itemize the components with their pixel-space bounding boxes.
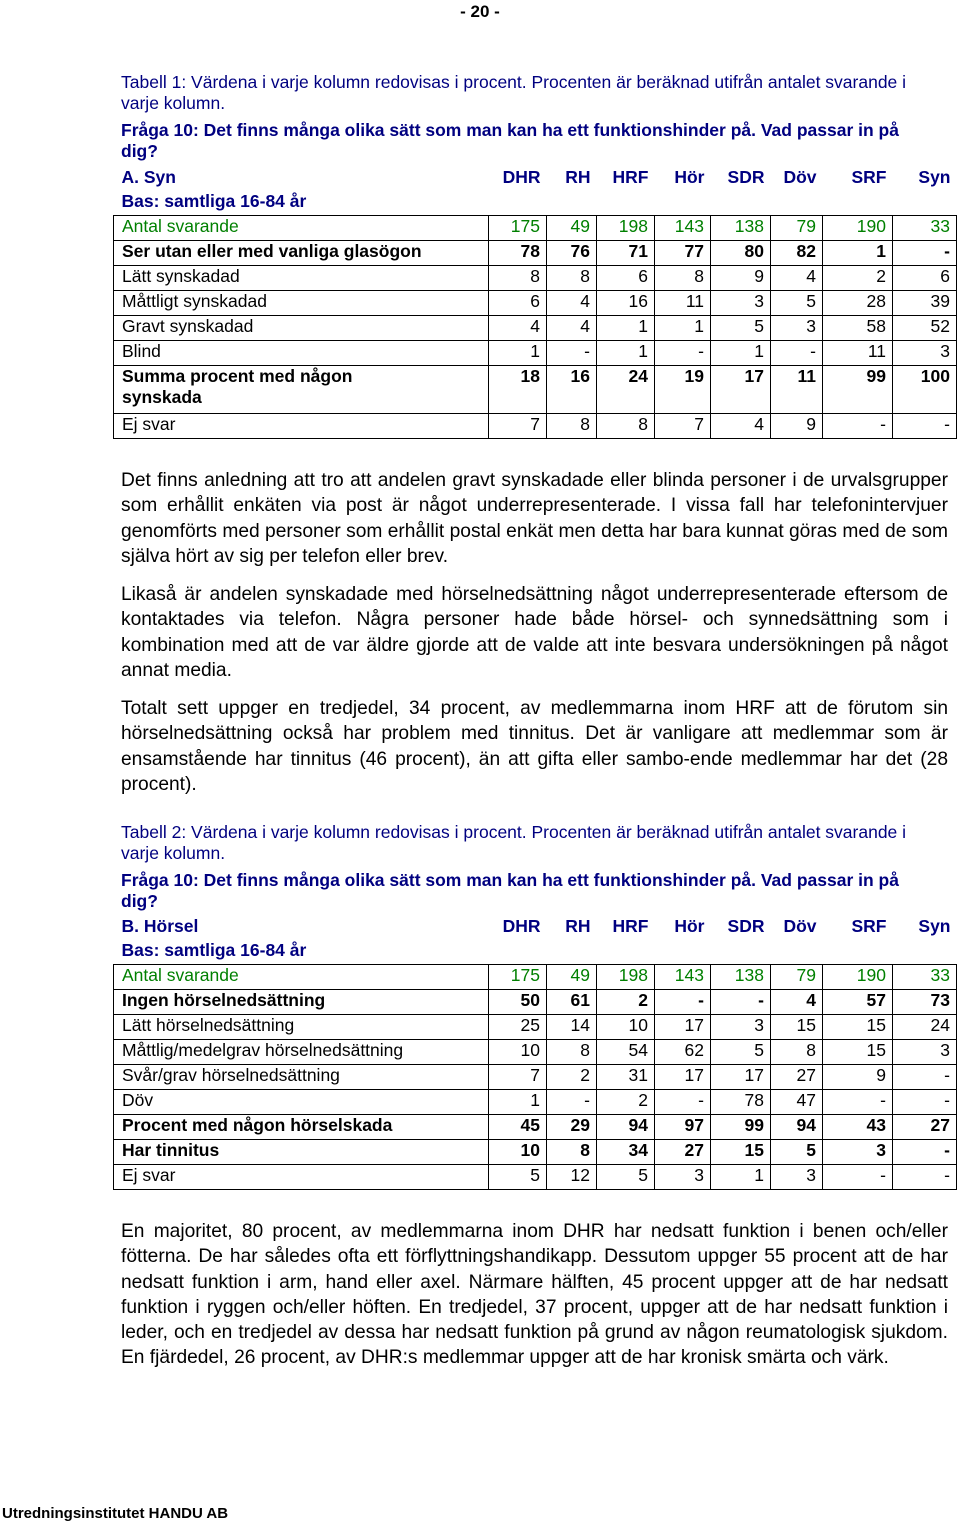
table1-col-hrf: HRF bbox=[612, 167, 649, 187]
cell: - bbox=[893, 1090, 957, 1115]
table1-col-sdr: SDR bbox=[727, 167, 765, 187]
cell: 9 bbox=[711, 266, 771, 291]
table-row bbox=[114, 291, 957, 316]
table-row bbox=[114, 1165, 957, 1190]
cell: 18 bbox=[489, 366, 547, 414]
paragraph: En majoritet, 80 procent, av medlemmarna inom DHR har nedsatt funktion i benen och/eller fötterna. De har således ofta ett förflyttningshandikapp. Dessutom uppger 55 procent att de har nedsatt funktion i arm, hand eller axel. Närmare hälften, 45 procent uppger att de har nedsatt funktion i ryggen och/eller höften. En tredjedel, 37 procent, uppger att de har nedsatt funktion i leder, och en tredjedel av dessa har nedsatt funktion på grund av någon reumatologisk sjukdom. En fjärdedel, 26 procent, av DHR:s medlemmar uppger att de har kronisk smärta och värk. bbox=[121, 1221, 948, 1369]
cell: 47 bbox=[771, 1090, 823, 1115]
cell: 1 bbox=[597, 316, 655, 341]
row-label: Ej svar bbox=[114, 414, 489, 439]
table2-col-dov: Döv bbox=[783, 916, 817, 936]
table2-col-dhr: DHR bbox=[502, 916, 541, 936]
cell: 3 bbox=[771, 316, 823, 341]
cell: 198 bbox=[597, 965, 655, 990]
row-label: Har tinnitus bbox=[114, 1140, 489, 1165]
row-label: Döv bbox=[114, 1090, 489, 1115]
cell: 1 bbox=[655, 316, 711, 341]
cell: 3 bbox=[711, 291, 771, 316]
table2-col-rh: RH bbox=[565, 916, 591, 936]
row-label: Blind bbox=[114, 341, 489, 366]
cell: 11 bbox=[771, 366, 823, 414]
cell: 2 bbox=[597, 990, 655, 1015]
cell: 82 bbox=[771, 241, 823, 266]
cell: 61 bbox=[547, 990, 597, 1015]
cell: 12 bbox=[547, 1165, 597, 1190]
footer-company: Utredningsinstitutet HANDU AB bbox=[2, 1505, 229, 1522]
row-label: Måttligt synskadad bbox=[114, 291, 489, 316]
cell: - bbox=[823, 1090, 893, 1115]
cell: 5 bbox=[489, 1165, 547, 1190]
cell: 7 bbox=[489, 1065, 547, 1090]
cell: - bbox=[655, 1090, 711, 1115]
cell: 4 bbox=[771, 990, 823, 1015]
cell: 4 bbox=[547, 316, 597, 341]
cell: 143 bbox=[655, 965, 711, 990]
cell: 143 bbox=[655, 216, 711, 241]
table-row bbox=[114, 266, 957, 291]
table2-base-label: Bas: samtliga 16-84 år bbox=[121, 940, 307, 960]
cell: - bbox=[771, 341, 823, 366]
table1-header-row bbox=[114, 167, 957, 191]
cell: 28 bbox=[823, 291, 893, 316]
table1-base-row bbox=[114, 191, 957, 216]
cell: 77 bbox=[655, 241, 711, 266]
cell: 14 bbox=[547, 1015, 597, 1040]
cell: 3 bbox=[771, 1165, 823, 1190]
cell: 78 bbox=[489, 241, 547, 266]
cell: 15 bbox=[823, 1040, 893, 1065]
table2-header-label: B. Hörsel bbox=[121, 916, 199, 936]
table-row bbox=[114, 1115, 957, 1140]
cell: 2 bbox=[823, 266, 893, 291]
cell: 3 bbox=[655, 1165, 711, 1190]
cell: 11 bbox=[823, 341, 893, 366]
cell: 45 bbox=[489, 1115, 547, 1140]
table2-caption: Tabell 2: Värdena i varje kolumn redovisas i procent. Procenten är beräknad utifrån antalet svarande i varje kolumn. bbox=[121, 822, 907, 863]
cell: - bbox=[893, 1165, 957, 1190]
cell: 97 bbox=[655, 1115, 711, 1140]
cell: 5 bbox=[771, 291, 823, 316]
table1-header-label: A. Syn bbox=[121, 167, 176, 187]
row-label: Lätt synskadad bbox=[114, 266, 489, 291]
cell: 8 bbox=[547, 266, 597, 291]
cell: 54 bbox=[597, 1040, 655, 1065]
cell: - bbox=[893, 1140, 957, 1165]
cell: 8 bbox=[547, 1040, 597, 1065]
cell: 99 bbox=[711, 1115, 771, 1140]
cell: 11 bbox=[655, 291, 711, 316]
cell: - bbox=[823, 414, 893, 439]
cell: - bbox=[823, 1165, 893, 1190]
table2-col-sdr: SDR bbox=[727, 916, 765, 936]
page-number: - 20 - bbox=[460, 2, 500, 21]
cell: 175 bbox=[489, 965, 547, 990]
cell: 76 bbox=[547, 241, 597, 266]
row-label: Gravt synskadad bbox=[114, 316, 489, 341]
cell: 43 bbox=[823, 1115, 893, 1140]
row-label: Ej svar bbox=[114, 1165, 489, 1190]
cell: 94 bbox=[597, 1115, 655, 1140]
row-label: Ingen hörselnedsättning bbox=[114, 990, 489, 1015]
cell: 10 bbox=[597, 1015, 655, 1040]
cell: 4 bbox=[489, 316, 547, 341]
cell: 8 bbox=[771, 1040, 823, 1065]
cell: 24 bbox=[893, 1015, 957, 1040]
cell: 17 bbox=[655, 1065, 711, 1090]
paragraph: Likaså är andelen synskadade med hörselnedsättning något underrepresenterade eftersom de kontaktades via telefon. Några personer hade både hörsel- och synnedsättning som i kombination med att de var äldre gjorde att de valde att inte besvara undersökningen på något annat media. bbox=[121, 584, 948, 681]
cell: 2 bbox=[597, 1090, 655, 1115]
cell: 6 bbox=[597, 266, 655, 291]
cell: 3 bbox=[823, 1140, 893, 1165]
table1-col-rh: RH bbox=[565, 167, 591, 187]
table2-base-row bbox=[114, 940, 957, 965]
cell: 1 bbox=[711, 1165, 771, 1190]
cell: 15 bbox=[823, 1015, 893, 1040]
cell: 4 bbox=[547, 291, 597, 316]
cell: 58 bbox=[823, 316, 893, 341]
cell: 17 bbox=[711, 366, 771, 414]
cell: 33 bbox=[893, 216, 957, 241]
cell: 5 bbox=[771, 1140, 823, 1165]
cell: 8 bbox=[489, 266, 547, 291]
row-label: Lätt hörselnedsättning bbox=[114, 1015, 489, 1040]
cell: 79 bbox=[771, 216, 823, 241]
table-row bbox=[114, 341, 957, 366]
cell: 49 bbox=[547, 216, 597, 241]
cell: 80 bbox=[711, 241, 771, 266]
cell: 19 bbox=[655, 366, 711, 414]
table2-header-row bbox=[114, 916, 957, 940]
cell: 1 bbox=[489, 341, 547, 366]
cell: 4 bbox=[711, 414, 771, 439]
table2-col-srf: SRF bbox=[851, 916, 887, 936]
cell: 1 bbox=[489, 1090, 547, 1115]
table2-col-hrf: HRF bbox=[612, 916, 649, 936]
paragraph: Totalt sett uppger en tredjedel, 34 procent, av medlemmarna inom HRF att de förutom sin hörselnedsättning också har problem med tinnitus. Det är vanligare att medlemmar som är ensamstående har tinnitus (46 procent), än att gifta eller sambo-ende medlemmar har det (28 procent). bbox=[121, 698, 948, 795]
cell: 49 bbox=[547, 965, 597, 990]
paragraph: Det finns anledning att tro att andelen gravt synskadade eller blinda personer i de urvalsgrupper som erhållit enkäten via post är något underrepresenterade. I vissa fall har telefonintervjuer genomförts med personer som erhållit postal enkät men detta har bara kunnat göras med de som själva hört av sig per telefon eller brev. bbox=[121, 470, 948, 567]
cell: 27 bbox=[771, 1065, 823, 1090]
cell: 10 bbox=[489, 1040, 547, 1065]
row-label: Ser utan eller med vanliga glasögon bbox=[114, 241, 489, 266]
cell: 17 bbox=[711, 1065, 771, 1090]
table1-col-dov: Döv bbox=[783, 167, 817, 187]
cell: 52 bbox=[893, 316, 957, 341]
cell: 17 bbox=[655, 1015, 711, 1040]
cell: 190 bbox=[823, 965, 893, 990]
cell: 79 bbox=[771, 965, 823, 990]
cell: 7 bbox=[489, 414, 547, 439]
table1-col-srf: SRF bbox=[851, 167, 887, 187]
table2 bbox=[113, 916, 957, 1190]
cell: 94 bbox=[771, 1115, 823, 1140]
cell: 198 bbox=[597, 216, 655, 241]
row-label: Antal svarande bbox=[114, 965, 489, 990]
cell: 8 bbox=[547, 414, 597, 439]
table2-col-syn: Syn bbox=[918, 916, 951, 936]
cell: 73 bbox=[893, 990, 957, 1015]
row-label: Procent med någon hörselskada bbox=[114, 1115, 489, 1140]
cell: 15 bbox=[771, 1015, 823, 1040]
cell: 138 bbox=[711, 965, 771, 990]
table-row bbox=[114, 216, 957, 241]
cell: 1 bbox=[711, 341, 771, 366]
cell: 78 bbox=[711, 1090, 771, 1115]
cell: 100 bbox=[893, 366, 957, 414]
cell: 57 bbox=[823, 990, 893, 1015]
row-label: Antal svarande bbox=[114, 216, 489, 241]
table-row bbox=[114, 1065, 957, 1090]
table1 bbox=[113, 167, 957, 439]
table-row bbox=[114, 414, 957, 439]
cell: 31 bbox=[597, 1065, 655, 1090]
table-row bbox=[114, 366, 957, 414]
table2-col-hor: Hör bbox=[674, 916, 705, 936]
cell: 1 bbox=[597, 341, 655, 366]
table-row bbox=[114, 1015, 957, 1040]
row-label: Svår/grav hörselnedsättning bbox=[114, 1065, 489, 1090]
table1-col-syn: Syn bbox=[918, 167, 951, 187]
cell: - bbox=[655, 990, 711, 1015]
cell: - bbox=[547, 341, 597, 366]
table1-col-hor: Hör bbox=[674, 167, 705, 187]
table2-question: Fråga 10: Det finns många olika sätt som man kan ha ett funktionshinder på. Vad passar in på dig? bbox=[121, 870, 899, 911]
cell: 175 bbox=[489, 216, 547, 241]
cell: 9 bbox=[771, 414, 823, 439]
cell: 1 bbox=[823, 241, 893, 266]
cell: 24 bbox=[597, 366, 655, 414]
cell: - bbox=[893, 1065, 957, 1090]
table1-caption: Tabell 1: Värdena i varje kolumn redovisas i procent. Procenten är beräknad utifrån antalet svarande i varje kolumn. bbox=[121, 72, 907, 113]
cell: - bbox=[547, 1090, 597, 1115]
cell: 3 bbox=[711, 1015, 771, 1040]
cell: 71 bbox=[597, 241, 655, 266]
table-row bbox=[114, 990, 957, 1015]
cell: 16 bbox=[547, 366, 597, 414]
cell: 8 bbox=[547, 1140, 597, 1165]
cell: 4 bbox=[771, 266, 823, 291]
cell: 5 bbox=[597, 1165, 655, 1190]
cell: 27 bbox=[893, 1115, 957, 1140]
cell: 39 bbox=[893, 291, 957, 316]
cell: 15 bbox=[711, 1140, 771, 1165]
cell: 7 bbox=[655, 414, 711, 439]
cell: 99 bbox=[823, 366, 893, 414]
cell: 5 bbox=[711, 316, 771, 341]
table1-base-label: Bas: samtliga 16-84 år bbox=[121, 191, 307, 211]
table-row bbox=[114, 1090, 957, 1115]
cell: 6 bbox=[489, 291, 547, 316]
cell: - bbox=[655, 341, 711, 366]
cell: 3 bbox=[893, 1040, 957, 1065]
cell: 190 bbox=[823, 216, 893, 241]
table1-question: Fråga 10: Det finns många olika sätt som man kan ha ett funktionshinder på. Vad passar in på dig? bbox=[121, 120, 899, 161]
cell: - bbox=[711, 990, 771, 1015]
cell: 50 bbox=[489, 990, 547, 1015]
cell: 10 bbox=[489, 1140, 547, 1165]
table-row bbox=[114, 965, 957, 990]
table-row bbox=[114, 316, 957, 341]
cell: 34 bbox=[597, 1140, 655, 1165]
row-label bbox=[114, 366, 489, 414]
cell: 6 bbox=[893, 266, 957, 291]
cell: 8 bbox=[655, 266, 711, 291]
table-row bbox=[114, 1140, 957, 1165]
cell: 16 bbox=[597, 291, 655, 316]
cell: 29 bbox=[547, 1115, 597, 1140]
table-row bbox=[114, 241, 957, 266]
table1-col-dhr: DHR bbox=[502, 167, 541, 187]
cell: 62 bbox=[655, 1040, 711, 1065]
cell: 8 bbox=[597, 414, 655, 439]
table-row bbox=[114, 1040, 957, 1065]
cell: - bbox=[893, 241, 957, 266]
cell: 138 bbox=[711, 216, 771, 241]
cell: - bbox=[893, 414, 957, 439]
cell: 5 bbox=[711, 1040, 771, 1065]
cell: 27 bbox=[655, 1140, 711, 1165]
row-label-text: Summa procent med någon synskada bbox=[122, 366, 353, 407]
row-label: Måttlig/medelgrav hörselnedsättning bbox=[114, 1040, 489, 1065]
cell: 9 bbox=[823, 1065, 893, 1090]
cell: 3 bbox=[893, 341, 957, 366]
cell: 2 bbox=[547, 1065, 597, 1090]
cell: 25 bbox=[489, 1015, 547, 1040]
cell: 33 bbox=[893, 965, 957, 990]
